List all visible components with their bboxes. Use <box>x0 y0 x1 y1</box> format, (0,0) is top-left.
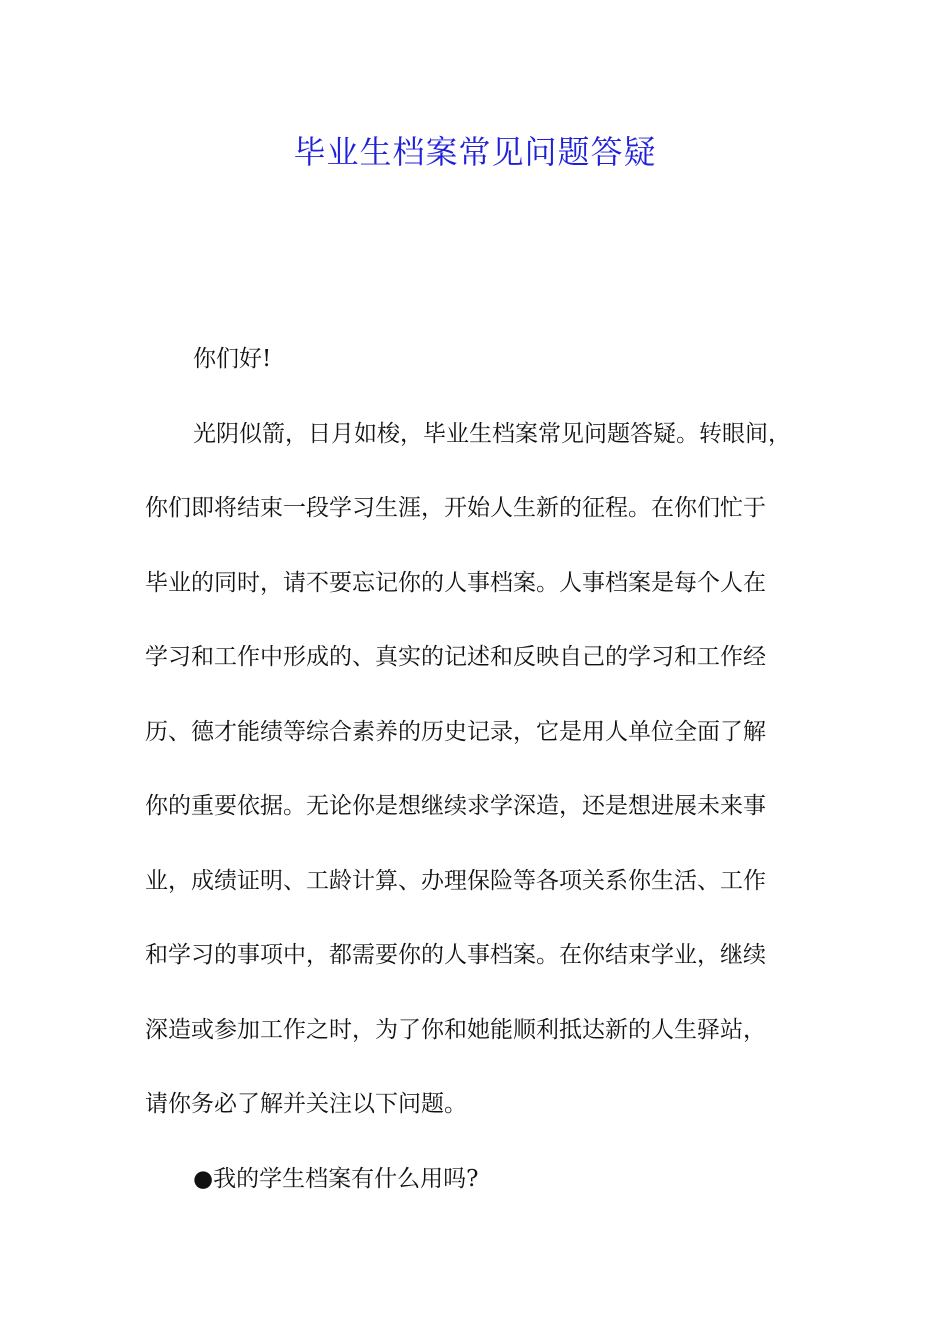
paragraph-line: 深造或参加工作之时，为了你和她能顺利抵达新的人生驿站， <box>145 1017 766 1043</box>
question-heading: ●我的学生档案有什么用吗? <box>193 1166 479 1192</box>
paragraph-line: 你的重要依据。无论你是想继续求学深造，还是想进展未来事 <box>145 793 766 819</box>
paragraph-line: 历、德才能绩等综合素养的历史记录，它是用人单位全面了解 <box>145 719 766 745</box>
document-title: 毕业生档案常见问题答疑 <box>293 133 657 171</box>
paragraph-line: 你们即将结束一段学习生涯，开始人生新的征程。在你们忙于 <box>145 495 766 521</box>
paragraph-line: 光阴似箭，日月如梭，毕业生档案常见问题答疑。转眼间， <box>193 421 791 447</box>
paragraph-line: 毕业的同时，请不要忘记你的人事档案。人事档案是每个人在 <box>145 570 766 596</box>
paragraph-line: 请你务必了解并关注以下问题。 <box>145 1091 467 1117</box>
greeting-text: 你们好! <box>193 346 272 372</box>
paragraph-line: 和学习的事项中，都需要你的人事档案。在你结束学业，继续 <box>145 942 766 968</box>
paragraph-line: 学习和工作中形成的、真实的记述和反映自己的学习和工作经 <box>145 644 766 670</box>
paragraph-line: 业，成绩证明、工龄计算、办理保险等各项关系你生活、工作 <box>145 868 766 894</box>
